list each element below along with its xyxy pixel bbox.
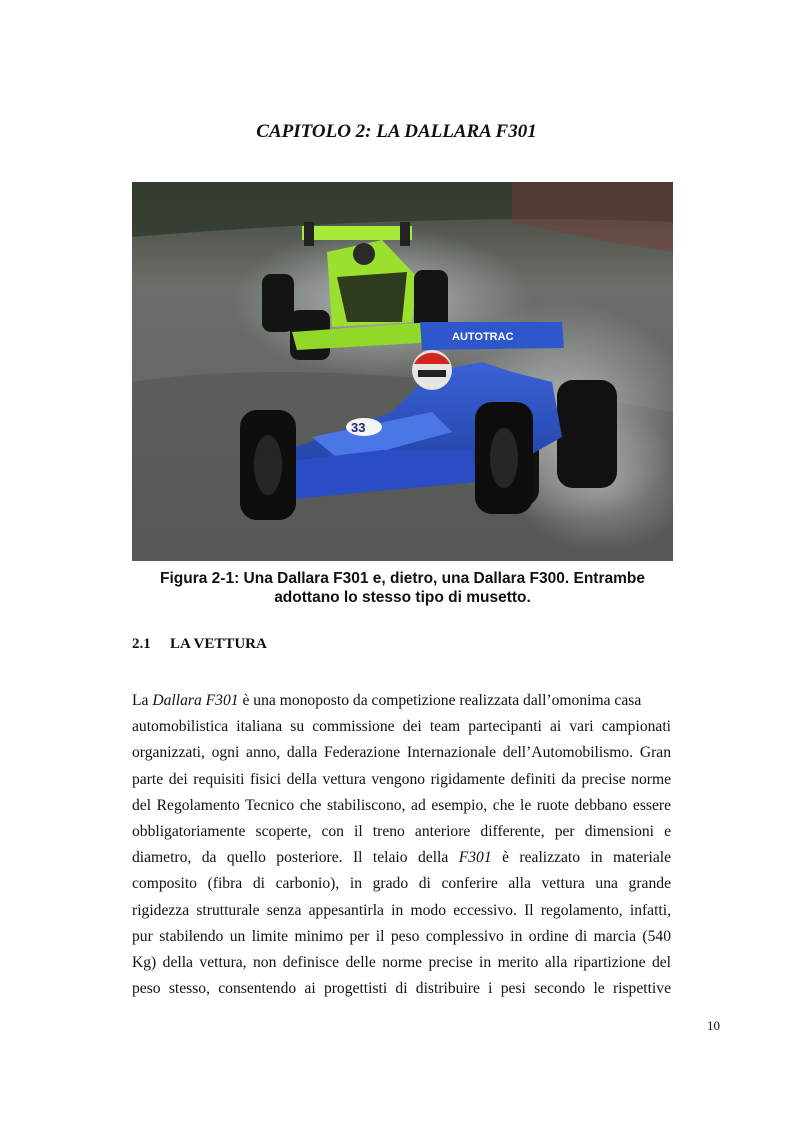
paragraph-line: [132, 688, 671, 714]
car-name-italic: Dallara F301: [152, 692, 239, 709]
section-number: 2.1: [132, 636, 151, 652]
paragraph-line: [132, 845, 671, 871]
paragraph-line: parte dei requisiti fisici della vettura vengono rigidamente definiti da precise norme: [132, 770, 671, 788]
text-run: diametro, da quello posteriore. Il telaio della: [132, 849, 459, 867]
paragraph-line: composito (fibra di carbonio), in grado di conferire alla vettura una grande: [132, 875, 671, 893]
text-run: La: [132, 692, 153, 709]
paragraph-line: rigidezza strutturale senza appesantirla in modo eccessivo. Il regolamento, infatti,: [132, 901, 671, 919]
paragraph-line: Kg) della vettura, non definisce delle norme precise in merito alla ripartizione del: [132, 954, 671, 972]
section-title: LA VETTURA: [170, 636, 267, 652]
caption-line-1: Figura 2-1: Una Dallara F301 e, dietro, una Dallara F300. Entrambe: [160, 570, 645, 587]
figure-photo-racing-cars: [132, 182, 673, 561]
chapter-title: CAPITOLO 2: LA DALLARA F301: [256, 121, 537, 142]
caption-line-2: adottano lo stesso tipo di musetto.: [274, 589, 531, 606]
paragraph-line: automobilistica italiana su commissione dei team partecipanti ai vari campionati: [132, 718, 671, 736]
racing-photo-illustration: [132, 182, 673, 561]
section-heading: [132, 636, 267, 653]
page-number: 10: [707, 1018, 720, 1033]
paragraph-line: pur stabilendo un limite minimo per il peso complessivo in ordine di marcia (540: [132, 927, 671, 945]
paragraph-line: obbligatoriamente scoperte, con il treno anteriore differente, per dimensioni e: [132, 823, 671, 841]
paragraph-line: organizzati, ogni anno, dalla Federazione Internazionale dell’Automobilismo. Gran: [132, 744, 671, 762]
car-name-italic: F301: [458, 849, 492, 867]
text-run: è realizzato in materiale: [491, 849, 671, 867]
paragraph-line: peso stesso, consentendo ai progettisti di distribuire i pesi secondo le rispettive: [132, 980, 671, 998]
wing-sponsor-text: AUTOTRAC: [452, 331, 514, 343]
paragraph-line: del Regolamento Tecnico che stabiliscono, ad esempio, che le ruote debbano essere: [132, 796, 671, 814]
figure-caption: [132, 569, 673, 607]
car-number: 33: [351, 420, 366, 435]
body-paragraph: [132, 688, 671, 1002]
text-run: è una monoposto da competizione realizzata dall’omonima casa: [238, 692, 642, 709]
